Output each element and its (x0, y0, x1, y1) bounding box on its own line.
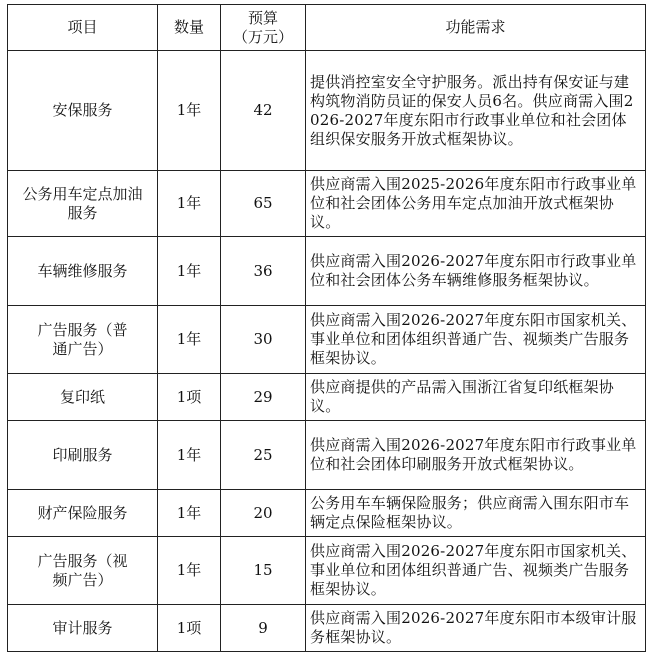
cell-requirement: 供应商需入围2026-2027年度东阳市国家机关、事业单位和团体组织普通广告、视频类广告服务框架协议。 (306, 306, 646, 374)
cell-quantity: 1项 (158, 374, 221, 421)
table-row (8, 490, 646, 537)
cell-item: 公务用车定点加油服务 (8, 171, 158, 237)
table-row (8, 605, 646, 652)
table-row (8, 237, 646, 306)
cell-quantity: 1年 (158, 171, 221, 237)
cell-quantity: 1年 (158, 306, 221, 374)
cell-budget: 36 (221, 237, 306, 306)
header-budget-line1: 预算 (247, 8, 278, 27)
table-row (8, 421, 646, 490)
header-item: 项目 (8, 5, 158, 51)
cell-budget: 29 (221, 374, 306, 421)
cell-budget: 42 (221, 51, 306, 171)
cell-budget: 20 (221, 490, 306, 537)
table-row (8, 537, 646, 605)
cell-item: 财产保险服务 (8, 490, 158, 537)
procurement-table (7, 4, 646, 652)
cell-budget: 15 (221, 537, 306, 605)
cell-item: 复印纸 (8, 374, 158, 421)
cell-quantity: 1年 (158, 237, 221, 306)
cell-item: 车辆维修服务 (8, 237, 158, 306)
cell-item: 广告服务（普通广告） (8, 306, 158, 374)
cell-requirement: 供应商需入围2026-2027年度东阳市行政事业单位和社会团体公务车辆维修服务框架协议。 (306, 237, 646, 306)
cell-quantity: 1年 (158, 490, 221, 537)
table-body (8, 51, 646, 652)
cell-budget: 9 (221, 605, 306, 652)
cell-item: 印刷服务 (8, 421, 158, 490)
header-row (8, 5, 646, 51)
cell-requirement: 公务用车车辆保险服务；供应商需入围东阳市车辆定点保险框架协议。 (306, 490, 646, 537)
header-quantity: 数量 (158, 5, 221, 51)
cell-requirement: 供应商需入围2025-2026年度东阳市行政事业单位和社会团体公务用车定点加油开放式框架协议。 (306, 171, 646, 237)
cell-quantity: 1年 (158, 51, 221, 171)
header-budget (221, 5, 306, 51)
cell-requirement: 提供消控室安全守护服务。派出持有保安证与建构筑物消防员证的保安人员6名。供应商需入围2026-2027年度东阳市行政事业单位和社会团体组织保安服务开放式框架协议。 (306, 51, 646, 171)
cell-requirement: 供应商需入围2026-2027年度东阳市本级审计服务框架协议。 (306, 605, 646, 652)
header-requirement: 功能需求 (306, 5, 646, 51)
table-row (8, 306, 646, 374)
cell-requirement: 供应商提供的产品需入围浙江省复印纸框架协议。 (306, 374, 646, 421)
table-row (8, 374, 646, 421)
cell-item: 安保服务 (8, 51, 158, 171)
cell-quantity: 1年 (158, 421, 221, 490)
cell-budget: 65 (221, 171, 306, 237)
cell-budget: 30 (221, 306, 306, 374)
cell-requirement: 供应商需入围2026-2027年度东阳市行政事业单位和社会团体印刷服务开放式框架协议。 (306, 421, 646, 490)
table-row (8, 51, 646, 171)
cell-requirement: 供应商需入围2026-2027年度东阳市国家机关、事业单位和团体组织普通广告、视频类广告服务框架协议。 (306, 537, 646, 605)
table-header (8, 5, 646, 51)
cell-quantity: 1项 (158, 605, 221, 652)
cell-item: 审计服务 (8, 605, 158, 652)
cell-budget: 25 (221, 421, 306, 490)
header-budget-line2: （万元） (232, 27, 293, 46)
table-row (8, 171, 646, 237)
cell-item: 广告服务（视频广告） (8, 537, 158, 605)
cell-quantity: 1年 (158, 537, 221, 605)
